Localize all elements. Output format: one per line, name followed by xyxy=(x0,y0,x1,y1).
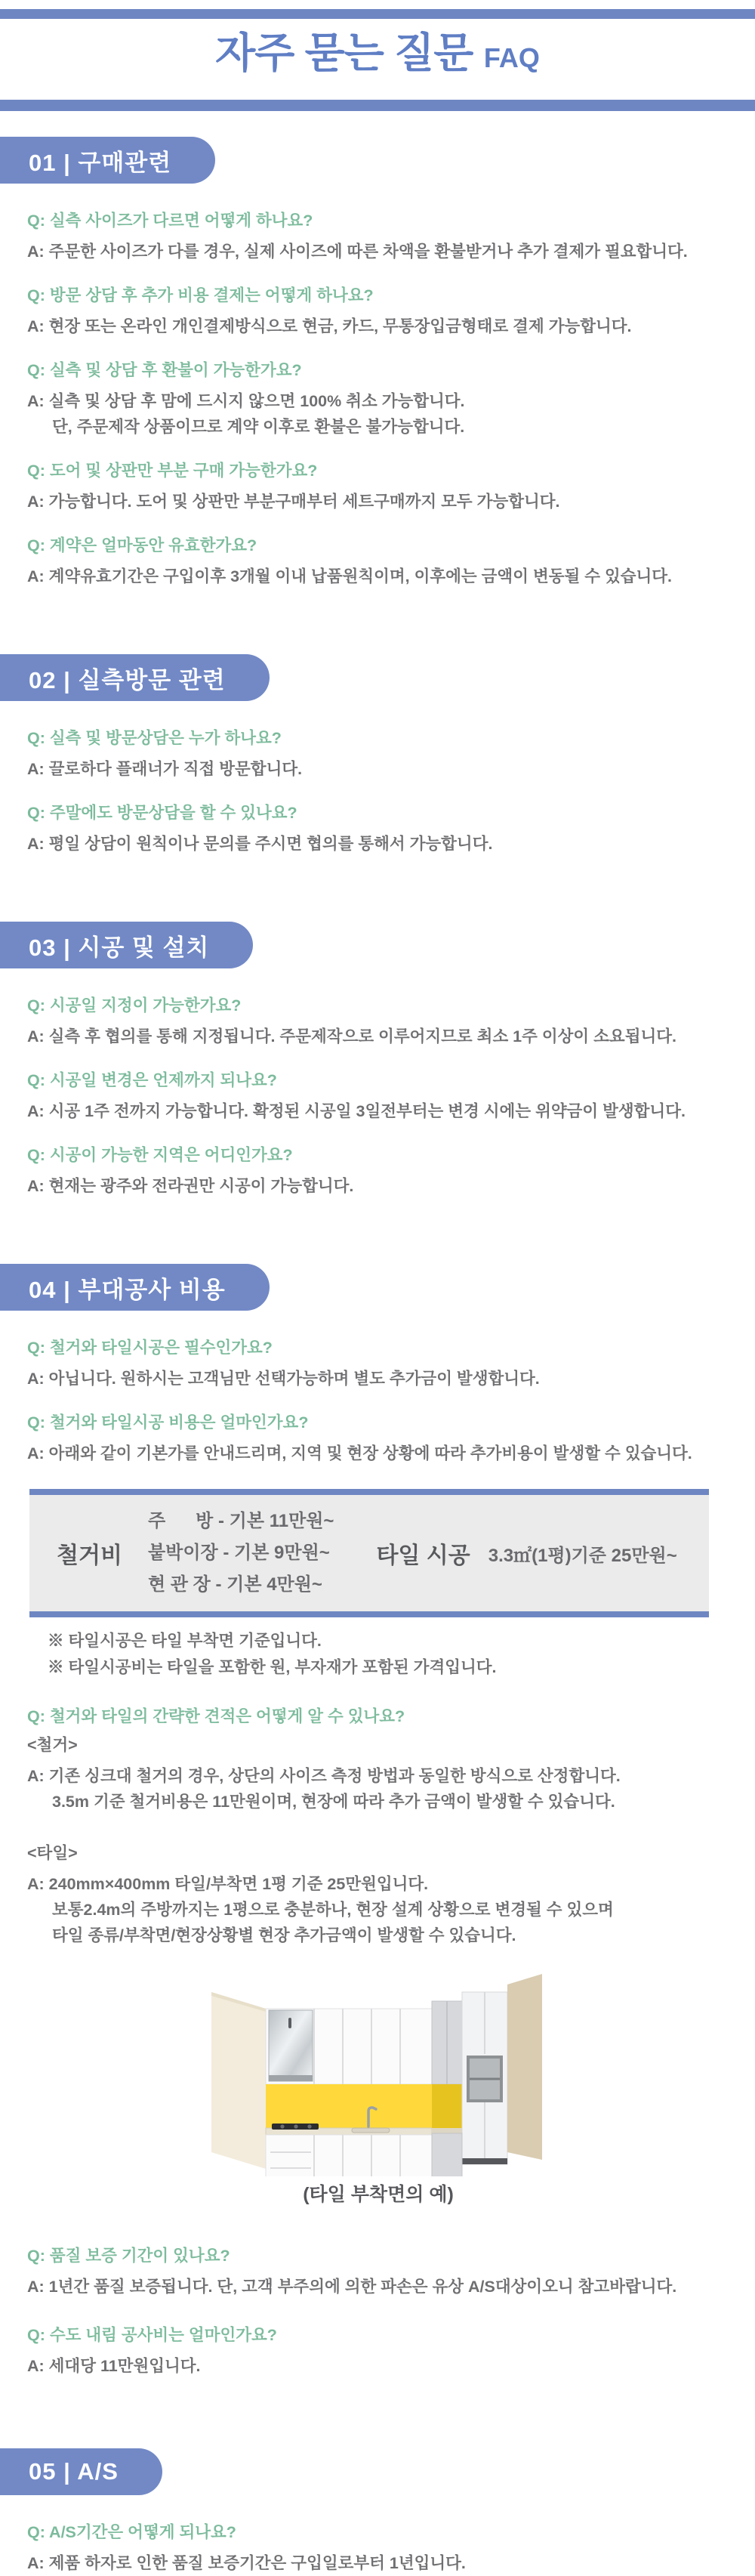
question: Q: 철거와 타일의 간략한 견적은 어떻게 알 수 있나요? xyxy=(27,1707,405,1725)
qa-item xyxy=(27,212,740,264)
answer-line: A: 실측 후 협의를 통해 지정됩니다. 주문제작으로 이루어지므로 최소 1주 이상이 소요됩니다. xyxy=(27,1027,676,1046)
section-04-qa-list xyxy=(27,1339,740,1466)
estimate-qa xyxy=(27,1708,740,2379)
section-04-tail-qas xyxy=(27,2247,740,2379)
question: Q: 시공이 가능한 지역은 어디인가요? xyxy=(27,1146,293,1164)
tile-surface-figure xyxy=(208,1971,548,2207)
question: Q: 주말에도 방문상담을 할 수 있나요? xyxy=(27,804,297,822)
answer-line: 타일 종류/부착면/현장상황별 현장 추가금액이 발생할 수 있습니다. xyxy=(52,1926,516,1944)
question: Q: 계약은 얼마동안 유효한가요? xyxy=(27,536,257,554)
qa-item xyxy=(27,1414,740,1466)
price-row-builtin-closet: 붙박이장 - 기본 9만원~ xyxy=(147,1543,330,1563)
note-line: ※ 타일시공은 타일 부착면 기준입니다. xyxy=(48,1632,322,1650)
qa-item xyxy=(27,2247,740,2300)
qa-item xyxy=(27,1072,740,1124)
section-01-title: 01 | 구매관련 xyxy=(29,149,172,176)
qa-item xyxy=(27,730,740,782)
figure-caption: (타일 부착면의 예) xyxy=(303,2184,454,2205)
answer-line: A: 현재는 광주와 전라권만 시공이 가능합니다. xyxy=(27,1177,354,1195)
tile-work-price: 3.3㎡(1평)기준 25만원~ xyxy=(488,1545,677,1566)
tile-tag: <타일> xyxy=(27,1844,78,1862)
qa-item xyxy=(27,2327,740,2379)
question: Q: 철거와 타일시공 비용은 얼마인가요? xyxy=(27,1413,309,1432)
section-01-header-pill xyxy=(0,137,215,184)
demolition-tag: <철거> xyxy=(27,1736,78,1754)
qa-item xyxy=(27,537,740,589)
demolition-cost-rows xyxy=(148,1506,334,1601)
answer-line: A: 240mm×400mm 타일/부착면 1평 기준 25만원입니다. xyxy=(27,1875,429,1893)
qa-item xyxy=(27,805,740,857)
question: Q: 수도 내림 공사비는 얼마인가요? xyxy=(27,2326,277,2344)
price-row-entry-closet: 현 관 장 - 기본 4만원~ xyxy=(147,1574,322,1595)
section-02-site-visit xyxy=(0,612,755,857)
answer-line: 3.5m 기준 철거비용은 11만원이며, 현장에 따라 추가 금액이 발생할 수 있습니다. xyxy=(52,1793,615,1811)
price-row-kitchen: 주 방 - 기본 11만원~ xyxy=(147,1511,334,1531)
section-04-extra-costs xyxy=(0,1222,755,2379)
section-02-qa-list xyxy=(27,730,740,857)
answer-line: A: 끌로하다 플래너가 직접 방문합니다. xyxy=(27,760,303,778)
section-02-title: 02 | 실측방문 관련 xyxy=(29,666,226,693)
question: Q: 철거와 타일시공은 필수인가요? xyxy=(27,1339,273,1357)
answer-line: A: 실측 및 상담 후 맘에 드시지 않으면 100% 취소 가능합니다. xyxy=(27,392,465,410)
answer-line: A: 제품 하자로 인한 품질 보증기간은 구입일로부터 1년입니다. xyxy=(27,2554,466,2572)
answer-line: A: 주문한 사이즈가 다를 경우, 실제 사이즈에 따른 차액을 환불받거나 추가 결제가 필요합니다. xyxy=(27,242,688,261)
page-title xyxy=(0,31,755,86)
section-04-title: 04 | 부대공사 비용 xyxy=(29,1276,226,1303)
section-01-qa-list xyxy=(27,212,740,589)
answer-line: A: 현장 또는 온라인 개인결제방식으로 현금, 카드, 무통장입금형태로 결제 가능합니다. xyxy=(27,317,632,335)
section-01-purchase xyxy=(0,111,755,589)
question: Q: 시공일 변경은 언제까지 되나요? xyxy=(27,1071,277,1089)
section-05-after-service xyxy=(0,2406,755,2576)
answer-line: A: 세대당 11만원입니다. xyxy=(27,2357,201,2375)
section-05-title: 05 | A/S xyxy=(29,2458,119,2485)
qa-item xyxy=(27,997,740,1049)
answer-line: A: 아닙니다. 원하시는 고객님만 선택가능하며 별도 추가금이 발생합니다. xyxy=(27,1370,540,1388)
answer-line: A: 평일 상담이 원칙이나 문의를 주시면 협의를 통해서 가능합니다. xyxy=(27,835,493,853)
question: Q: 실측 사이즈가 다르면 어떻게 하나요? xyxy=(27,212,313,230)
page-title-faq: FAQ xyxy=(483,42,540,73)
tile-notes xyxy=(48,1628,755,1681)
kitchen-render-image xyxy=(208,1971,548,2176)
section-03-title: 03 | 시공 및 설치 xyxy=(29,934,210,961)
answer-line: 보통2.4m의 주방까지는 1평으로 충분하나, 현장 설계 상황으로 변경될 수 있으며 xyxy=(52,1901,614,1919)
section-05-qa-list xyxy=(27,2524,740,2576)
section-03-construction xyxy=(0,879,755,1199)
answer-line: A: 기존 싱크대 철거의 경우, 상단의 사이즈 측정 방법과 동일한 방식으로 산정합니다. xyxy=(27,1767,621,1785)
qa-item xyxy=(27,1339,740,1391)
answer-line: A: 시공 1주 전까지 가능합니다. 확정된 시공일 3일전부터는 변경 시에는 위약금이 발생합니다. xyxy=(27,1102,686,1120)
header-bottom-bar xyxy=(0,100,755,111)
question: Q: 방문 상담 후 추가 비용 결제는 어떻게 하나요? xyxy=(27,286,374,304)
qa-item xyxy=(27,287,740,339)
question: Q: 실측 및 상담 후 환불이 가능한가요? xyxy=(27,361,302,379)
qa-item xyxy=(27,362,740,440)
price-table xyxy=(29,1489,709,1617)
section-05-header-pill xyxy=(0,2448,162,2495)
question: Q: 품질 보증 기간이 있나요? xyxy=(27,2247,230,2265)
header-top-bar xyxy=(0,9,755,19)
answer-line: A: 1년간 품질 보증됩니다. 단, 고객 부주의에 의한 파손은 유상 A/S대상이오니 참고바랍니다. xyxy=(27,2278,677,2296)
question: Q: A/S기간은 어떻게 되나요? xyxy=(27,2523,236,2541)
section-03-header-pill xyxy=(0,922,253,968)
question: Q: 시공일 지정이 가능한가요? xyxy=(27,996,242,1015)
section-02-header-pill xyxy=(0,654,270,701)
note-line: ※ 타일시공비는 타일을 포함한 원, 부자재가 포함된 가격입니다. xyxy=(48,1658,497,1676)
qa-item xyxy=(27,462,740,514)
answer-line: A: 아래와 같이 기본가를 안내드리며, 지역 및 현장 상황에 따라 추가비용이 발생할 수 있습니다. xyxy=(27,1444,692,1463)
section-03-qa-list xyxy=(27,997,740,1199)
tile-work-label: 타일 시공 xyxy=(376,1543,470,1568)
section-04-header-pill xyxy=(0,1264,270,1311)
demolition-cost-label: 철거비 xyxy=(57,1543,122,1568)
answer-line: A: 가능합니다. 도어 및 상판만 부분구매부터 세트구매까지 모두 가능합니다. xyxy=(27,493,560,511)
question: Q: 도어 및 상판만 부분 구매 가능한가요? xyxy=(27,462,318,480)
qa-item xyxy=(27,2524,740,2576)
qa-item xyxy=(27,1147,740,1199)
answer-line: 단, 주문제작 상품이므로 계약 이후로 환불은 불가능합니다. xyxy=(52,418,465,436)
question: Q: 실측 및 방문상담은 누가 하나요? xyxy=(27,729,282,747)
answer-line: A: 계약유효기간은 구입이후 3개월 이내 납품원칙이며, 이후에는 금액이 변동될 수 있습니다. xyxy=(27,567,673,585)
page-title-korean: 자주 묻는 질문 xyxy=(215,29,473,76)
